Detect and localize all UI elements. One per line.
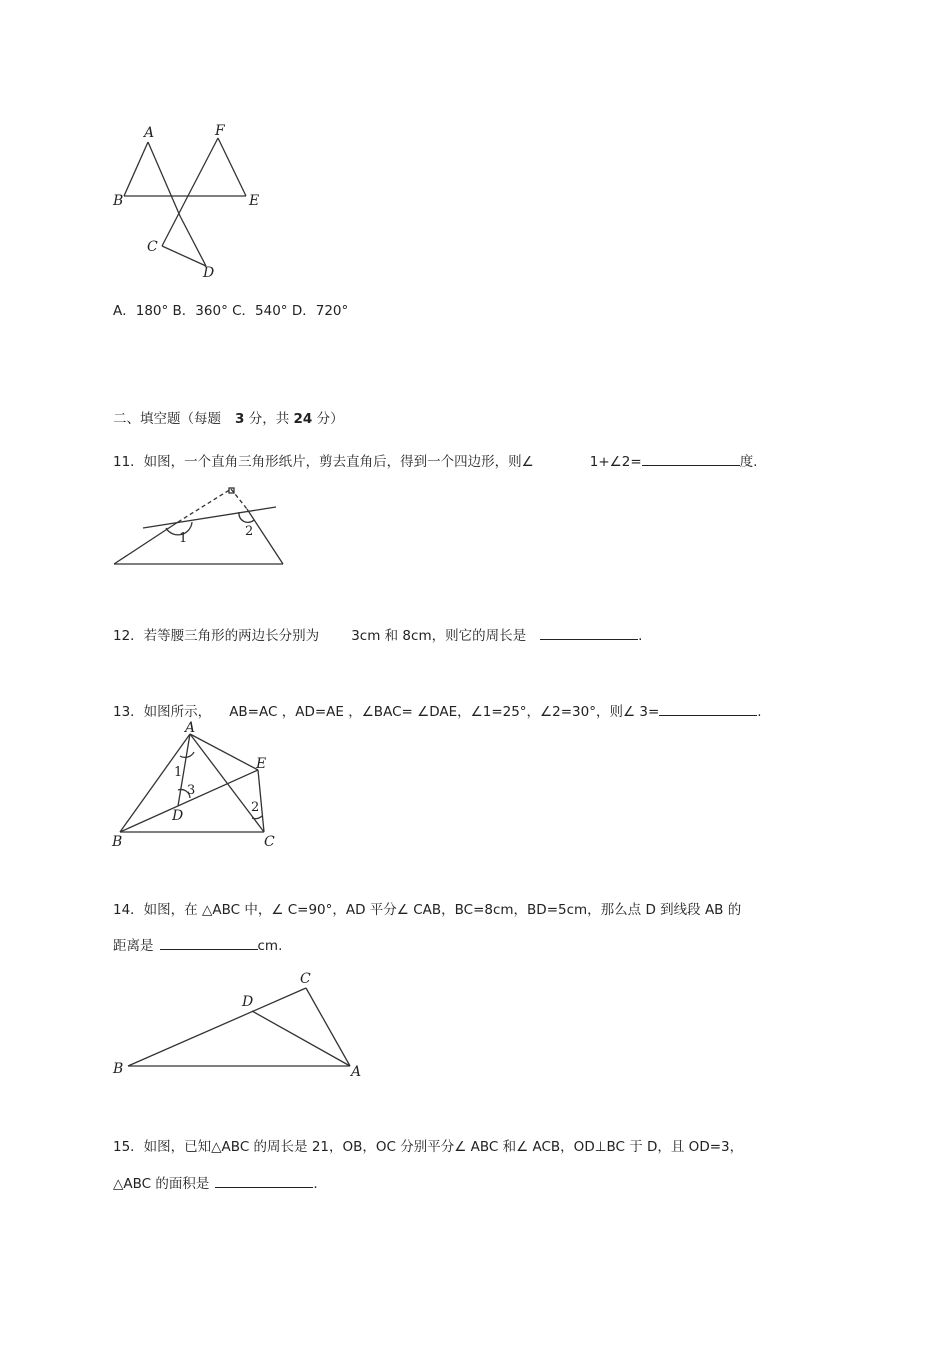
q14-prefix: 距离是 xyxy=(113,938,154,954)
removed-leg-left xyxy=(178,489,231,522)
segment-cd xyxy=(162,246,206,266)
label-a: A xyxy=(144,125,155,141)
q13-text: 13．如图所示， xyxy=(113,704,212,720)
label-a: A xyxy=(351,1064,362,1080)
segment-fe xyxy=(218,138,246,196)
label-a: A xyxy=(185,720,196,736)
q12-answer-blank[interactable] xyxy=(540,626,638,640)
question-13 xyxy=(113,702,762,721)
section-per: 3 xyxy=(235,411,245,427)
label-e: E xyxy=(256,756,267,772)
angle-1-label: 1 xyxy=(174,765,183,780)
section-suffix: 分） xyxy=(316,411,344,427)
label-c: C xyxy=(264,834,275,850)
segment-ab xyxy=(124,142,148,196)
section-heading xyxy=(113,410,344,428)
q10-options: A．180° B．360° C．540° D．720° xyxy=(113,303,349,319)
q12-end: . xyxy=(638,628,643,644)
label-d: D xyxy=(203,265,215,281)
q14-suffix: cm. xyxy=(257,938,283,954)
segment-be xyxy=(120,770,258,832)
q13-cond: AB=AC ，AD=AE ，∠BAC= ∠DAE，∠1=25°，∠2=30°，则∠ 3= xyxy=(229,704,660,720)
label-c: C xyxy=(147,239,158,255)
q11-end: 度. xyxy=(739,454,758,470)
question-14-line-1: 14．如图，在 △ABC 中，∠ C=90°，AD 平分∠ CAB，BC=8cm，BD=5cm，那么点 D 到线段 AB 的 xyxy=(113,902,742,918)
label-b: B xyxy=(112,834,123,850)
figure-q13 xyxy=(108,720,288,854)
angle-1-label: 1 xyxy=(179,531,188,546)
segment-ac xyxy=(190,734,267,832)
label-e: E xyxy=(249,193,260,209)
segment-ae xyxy=(190,734,258,770)
section-total: 24 xyxy=(293,411,313,427)
question-15-line-2 xyxy=(113,1174,318,1193)
label-b: B xyxy=(113,1061,124,1077)
q13-end: . xyxy=(757,704,762,720)
question-14-line-2 xyxy=(113,936,282,955)
segment-fc xyxy=(162,138,218,246)
q11-expr: 1+∠2= xyxy=(589,454,642,470)
angle-2-label: 2 xyxy=(251,800,260,815)
segment-d-lower xyxy=(180,216,206,266)
label-d: D xyxy=(172,808,184,824)
q15-answer-blank[interactable] xyxy=(215,1174,313,1188)
angle-2-label: 2 xyxy=(245,524,254,539)
segment-da xyxy=(252,1011,350,1066)
segment-ad xyxy=(148,142,180,216)
question-15-line-1: 15．如图，已知△ABC 的周长是 21，OB，OC 分别平分∠ ABC 和∠ ACB，OD⊥BC 于 D，且 OD=3， xyxy=(113,1139,744,1155)
figure-q10 xyxy=(110,122,270,284)
q11-answer-blank[interactable] xyxy=(642,452,740,466)
q15-prefix: △ABC 的面积是 xyxy=(113,1176,210,1192)
cut-line xyxy=(143,507,276,528)
question-12 xyxy=(113,626,642,645)
question-11 xyxy=(113,452,757,471)
figure-q11 xyxy=(108,484,288,568)
label-f: F xyxy=(215,123,225,139)
section-mid: 分，共 xyxy=(248,411,290,427)
q15-suffix: . xyxy=(313,1176,318,1192)
angle-3-label: 3 xyxy=(187,783,196,798)
left-side xyxy=(114,522,178,564)
figure-q14 xyxy=(108,966,368,1081)
q12-text: 12．若等腰三角形的两边长分别为 xyxy=(113,628,320,644)
q14-answer-blank[interactable] xyxy=(160,936,258,950)
label-c: C xyxy=(300,971,311,987)
label-d: D xyxy=(242,994,254,1010)
q11-text: 11．如图，一个直角三角形纸片，剪去直角后，得到一个四边形，则∠ xyxy=(113,454,534,470)
label-b: B xyxy=(113,193,124,209)
q13-answer-blank[interactable] xyxy=(659,702,757,716)
q12-values: 3cm 和 8cm，则它的周长是 xyxy=(351,628,527,644)
section-prefix: 二、填空题（每题 xyxy=(113,411,221,427)
